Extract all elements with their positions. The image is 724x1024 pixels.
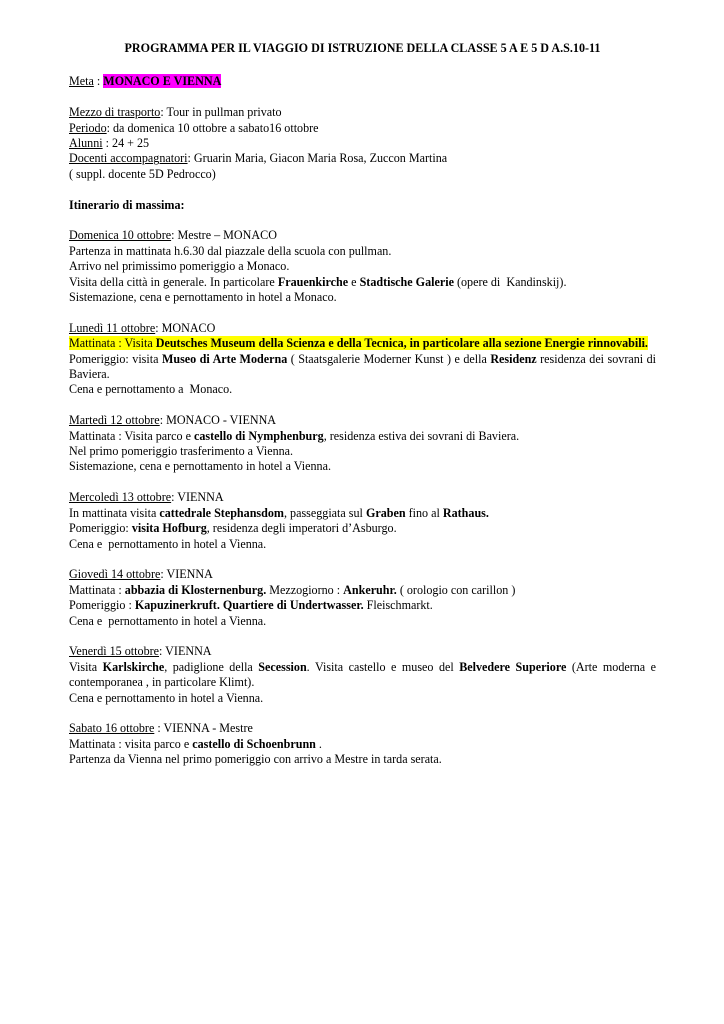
day-line: Sistemazione, cena e pernottamento in hotel a Vienna.: [69, 459, 331, 474]
place-hofburg: visita Hofburg: [131, 521, 207, 536]
text-part: Visita: [69, 659, 103, 674]
text-part: Pomeriggio:: [69, 521, 132, 536]
day-header: [69, 321, 656, 336]
text-part: Pomeriggio :: [69, 598, 135, 613]
text-part: , residenza estiva dei sovrani di Baviera.: [323, 428, 520, 443]
day-date: Martedì 12 ottobre: [69, 413, 160, 428]
day-header: [69, 644, 656, 659]
day-line: [69, 506, 656, 521]
place-stephansdom: cattedrale Stephansdom: [159, 505, 284, 520]
text-part: Fleischmarkt.: [363, 598, 433, 613]
day-line: Cena e pernottamento in hotel a Vienna.: [69, 613, 267, 628]
text-part: Mezzogiorno :: [266, 582, 344, 597]
day-monday: [69, 321, 656, 398]
day-line: Partenza in mattinata h.6.30 dal piazzale della scuola con pullman.: [69, 243, 392, 258]
day-destination: : VIENNA: [159, 644, 212, 659]
day-header: [69, 228, 656, 243]
day-saturday: [69, 721, 656, 767]
day-line: [69, 660, 656, 691]
period-value: : da domenica 10 ottobre a sabato16 ottobre: [106, 120, 319, 135]
place-klosternenburg: abbazia di Klosternenburg.: [124, 582, 267, 597]
place-kapuzinerkruft: Kapuzinerkruft. Quartiere di Undertwasser.: [134, 598, 364, 613]
day-tuesday: [69, 413, 656, 475]
day-destination: : MONACO: [155, 320, 216, 335]
text-part: Mattinata :: [69, 582, 125, 597]
place-belvedere: Belvedere Superiore: [459, 659, 567, 674]
itinerary-heading: Itinerario di massima:: [69, 197, 185, 212]
text-part: , padiglione della: [164, 659, 259, 674]
day-destination: : VIENNA - Mestre: [154, 721, 253, 736]
place-deutsches-museum: Deutsches Museum della Scienza e della Tecnica, in particolare alla sezione Energie rinnovabili.: [155, 336, 648, 351]
place-stadtische-galerie: Stadtische Galerie: [359, 274, 454, 289]
day-line: Cena e pernottamento a Monaco.: [69, 382, 233, 397]
place-museo-arte-moderna: Museo di Arte Moderna: [161, 351, 288, 366]
day-friday: [69, 644, 656, 706]
text-part: Mattinata : visita parco e: [69, 736, 193, 751]
text-part: In mattinata visita: [69, 505, 160, 520]
day-wednesday: [69, 490, 656, 552]
day-thursday: [69, 567, 656, 629]
text-part: residenza dei sovrani di Baviera.: [69, 351, 656, 382]
day-destination: : VIENNA: [160, 567, 213, 582]
day-line: [69, 598, 656, 613]
meta-value: MONACO E VIENNA: [103, 74, 222, 89]
day-line: Cena e pernottamento in hotel a Vienna.: [69, 690, 264, 705]
text-part: (opere di Kandinskij).: [453, 274, 567, 289]
place-secession: Secession: [258, 659, 307, 674]
text-part: . Visita castello e museo del: [306, 659, 460, 674]
meta-separator: :: [93, 74, 104, 89]
day-date: Venerdì 15 ottobre: [69, 644, 160, 659]
destination-line: [69, 74, 656, 89]
students-label: Alunni: [69, 136, 103, 151]
text-part: , passeggiata sul: [283, 505, 366, 520]
text-part: Pomeriggio: visita: [69, 351, 162, 366]
place-nymphenburg: castello di Nymphenburg: [194, 428, 324, 443]
teachers-line: [69, 151, 656, 166]
meta-label: Meta: [69, 74, 94, 89]
place-frauenkirche: Frauenkirche: [277, 274, 349, 289]
place-rathaus: Rathaus.: [442, 505, 489, 520]
day-header: [69, 567, 656, 582]
day-line: [69, 583, 656, 598]
day-line: [69, 352, 656, 383]
text-part: fino al: [405, 505, 443, 520]
text-part: e: [348, 274, 360, 289]
text-part: ( orologio con carillon ): [396, 582, 516, 597]
day-date: Giovedì 14 ottobre: [69, 567, 161, 582]
period-label: Periodo: [69, 120, 107, 135]
document-title: PROGRAMMA PER IL VIAGGIO DI ISTRUZIONE DELLA CLASSE 5 A E 5 D A.S.10-11: [124, 41, 601, 55]
period-line: [69, 121, 656, 136]
day-destination: : MONACO - VIENNA: [159, 413, 277, 428]
text-part: (Arte moderna e contemporanea , in particolare Klimt).: [69, 659, 657, 690]
transport-value: : Tour in pullman privato: [160, 105, 282, 120]
day-destination: : Mestre – MONACO: [171, 228, 277, 243]
day-header: [69, 413, 656, 428]
teachers-label: Docenti accompagnatori: [69, 151, 188, 166]
day-sunday: [69, 228, 656, 305]
place-ankeruhr: Ankeruhr.: [343, 582, 397, 597]
transport-line: [69, 105, 656, 120]
day-date: Domenica 10 ottobre: [69, 228, 172, 243]
substitute-line: ( suppl. docente 5D Pedrocco): [69, 166, 216, 181]
day-line: [69, 429, 656, 444]
transport-label: Mezzo di trasporto: [69, 105, 161, 120]
place-schoenbrunn: castello di Schoenbrunn: [192, 736, 316, 751]
text-part: ( Staatsgalerie Moderner Kunst ) e della: [287, 351, 491, 366]
day-line: [69, 521, 656, 536]
day-line: Sistemazione, cena e pernottamento in hotel a Monaco.: [69, 290, 337, 305]
place-residenz: Residenz: [490, 351, 537, 366]
day-line: [69, 336, 656, 351]
teachers-value: : Gruarin Maria, Giacon Maria Rosa, Zuccon Martina: [187, 151, 448, 166]
day-line: [69, 737, 656, 752]
day-line: Partenza da Vienna nel primo pomeriggio con arrivo a Mestre in tarda serata.: [69, 752, 442, 767]
text-part: .: [315, 736, 322, 751]
day-header: [69, 721, 656, 736]
text-part: Mattinata : Visita: [69, 336, 156, 351]
day-date: Mercoledì 13 ottobre: [69, 490, 172, 505]
day-date: Lunedì 11 ottobre: [69, 320, 156, 335]
place-graben: Graben: [365, 505, 406, 520]
day-line: Nel primo pomeriggio trasferimento a Vienna.: [69, 444, 294, 459]
text-part: Visita della città in generale. In particolare: [69, 274, 278, 289]
students-value: : 24 + 25: [102, 136, 150, 151]
students-line: [69, 136, 656, 151]
day-line: Cena e pernottamento in hotel a Vienna.: [69, 536, 267, 551]
day-line: [69, 275, 656, 290]
day-line: Arrivo nel primissimo pomeriggio a Monaco.: [69, 259, 290, 274]
place-karlskirche: Karlskirche: [102, 659, 165, 674]
text-part: , residenza degli imperatori d’Asburgo.: [206, 521, 397, 536]
day-date: Sabato 16 ottobre: [69, 721, 155, 736]
day-header: [69, 490, 656, 505]
trip-info: [69, 105, 656, 182]
text-part: Mattinata : Visita parco e: [69, 428, 194, 443]
day-destination: : VIENNA: [171, 490, 224, 505]
